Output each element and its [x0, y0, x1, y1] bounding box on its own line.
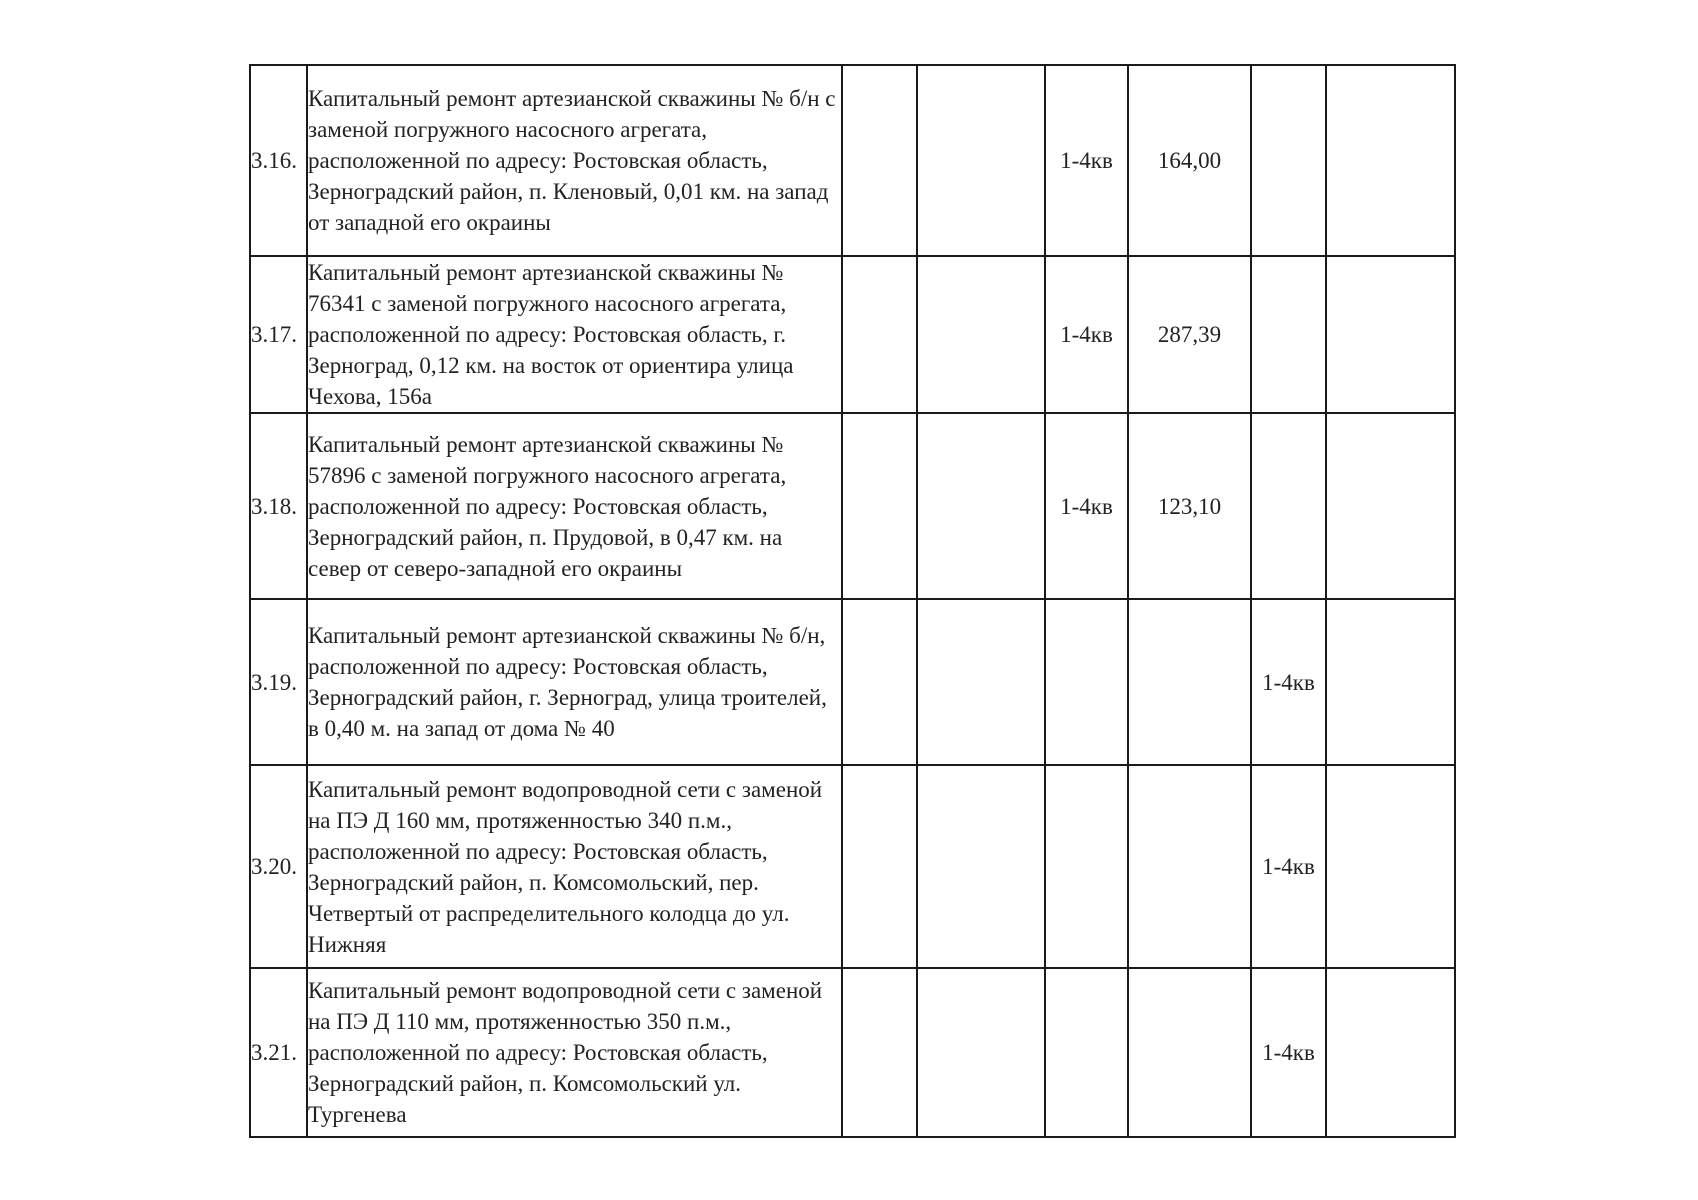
amount-cell	[1128, 765, 1251, 968]
empty-cell	[1326, 599, 1455, 765]
table-row	[250, 256, 1455, 413]
empty-cell	[1326, 256, 1455, 413]
work-description-text: Капитальный ремонт артезианской скважины № 76341 с заменой погружного насосного агрегата, расположенной по адресу: Ростовская область, г. Зерноград, 0,12 км. на восток от ориентира улица Чехова, 156а	[308, 260, 794, 409]
work-description	[307, 968, 842, 1137]
row-number: 3.17.	[250, 256, 307, 413]
amount-cell: 164,00	[1128, 65, 1251, 256]
period-cell	[1045, 765, 1128, 968]
work-description	[307, 256, 842, 413]
row-number: 3.20.	[250, 765, 307, 968]
work-description-text: Капитальный ремонт артезианской скважины № б/н, расположенной по адресу: Ростовская область, Зерноградский район, г. Зерноград, улица троителей, в 0,40 м. на запад от дома № 40	[308, 623, 827, 741]
work-description	[307, 413, 842, 599]
empty-cell	[842, 256, 917, 413]
period-cell-2	[1251, 413, 1326, 599]
period-cell-2	[1251, 65, 1326, 256]
empty-cell	[1326, 765, 1455, 968]
empty-cell	[917, 599, 1045, 765]
empty-cell	[842, 599, 917, 765]
empty-cell	[842, 765, 917, 968]
work-description	[307, 599, 842, 765]
amount-cell: 123,10	[1128, 413, 1251, 599]
empty-cell	[842, 65, 917, 256]
row-number: 3.21.	[250, 968, 307, 1137]
row-number: 3.16.	[250, 65, 307, 256]
period-cell	[1045, 599, 1128, 765]
period-cell-2: 1-4кв	[1251, 599, 1326, 765]
work-description-text: Капитальный ремонт водопроводной сети с заменой на ПЭ Д 110 мм, протяженностью 350 п.м., расположенной по адресу: Ростовская область, Зерноградский район, п. Комсомольский ул. Тургенева	[308, 978, 823, 1127]
period-cell-2: 1-4кв	[1251, 968, 1326, 1137]
amount-cell	[1128, 599, 1251, 765]
amount-cell: 287,39	[1128, 256, 1251, 413]
period-cell-2	[1251, 256, 1326, 413]
empty-cell	[917, 765, 1045, 968]
period-cell: 1-4кв	[1045, 256, 1128, 413]
empty-cell	[1326, 65, 1455, 256]
table-row	[250, 65, 1455, 256]
empty-cell	[917, 65, 1045, 256]
empty-cell	[842, 968, 917, 1137]
table-row	[250, 968, 1455, 1137]
work-description-text: Капитальный ремонт артезианской скважины № б/н с заменой погружного насосного агрегата, расположенной по адресу: Ростовская область, Зерноградский район, п. Кленовый, 0,01 км. на запад от западной его окраины	[308, 86, 836, 235]
table-row	[250, 765, 1455, 968]
amount-cell	[1128, 968, 1251, 1137]
empty-cell	[842, 413, 917, 599]
empty-cell	[917, 256, 1045, 413]
work-description	[307, 765, 842, 968]
works-table	[249, 64, 1456, 1138]
period-cell-2: 1-4кв	[1251, 765, 1326, 968]
period-cell: 1-4кв	[1045, 65, 1128, 256]
empty-cell	[917, 413, 1045, 599]
table-row	[250, 413, 1455, 599]
period-cell: 1-4кв	[1045, 413, 1128, 599]
row-number: 3.18.	[250, 413, 307, 599]
work-description	[307, 65, 842, 256]
empty-cell	[917, 968, 1045, 1137]
period-cell	[1045, 968, 1128, 1137]
empty-cell	[1326, 413, 1455, 599]
work-description-text: Капитальный ремонт артезианской скважины № 57896 с заменой погружного насосного агрегата, расположенной по адресу: Ростовская область, Зерноградский район, п. Прудовой, в 0,47 км. на север от северо-западной его окраины	[308, 431, 787, 581]
table-row	[250, 599, 1455, 765]
row-number: 3.19.	[250, 599, 307, 765]
work-description-text: Капитальный ремонт водопроводной сети с заменой на ПЭ Д 160 мм, протяженностью 340 п.м., расположенной по адресу: Ростовская область, Зерноградский район, п. Комсомольский, пер. Четвертый от распределительного колодца до ул. Нижняя	[308, 776, 823, 957]
empty-cell	[1326, 968, 1455, 1137]
